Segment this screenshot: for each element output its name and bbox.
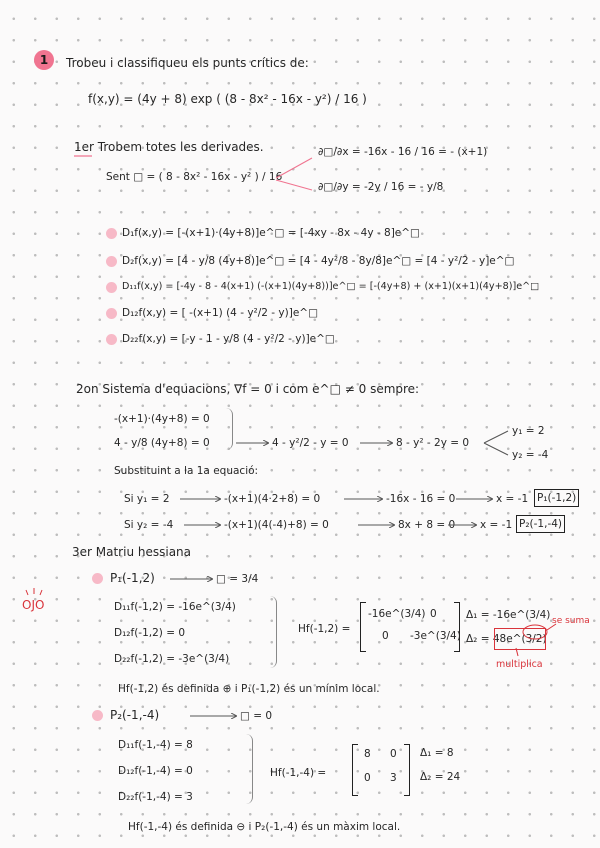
subst-row-2-mid: -(x+1)(4(-4)+8) = 0 [224,519,329,531]
ojo-note: OJO [22,598,45,612]
derivative-d22: D₂₂f(x,y) = [-y - 1 - y/8 (4 - y²/2 - y)]e^□ [122,333,335,345]
note-mult-pointer [516,648,518,656]
p2-d22: D₂₂f(-1,-4) = 3 [118,791,193,803]
roots-fork-lines [484,431,508,455]
problem-statement: Trobeu i classifiqueu els punts crítics de: [66,56,309,70]
critical-point-p2: P₂(-1,-4) [516,515,565,533]
sigma-fork-lines [276,158,312,190]
derivative-d12: D₁₂f(x,y) = [ -(x+1) (4 - y²/2 - y)]e^□ [122,307,319,319]
subst-row-1-result: x = -1 [496,493,529,505]
note-se-suma: se suma [552,616,590,626]
partial-y: ∂□/∂y = -2y / 16 = - y/8 [318,181,444,193]
p1-matrix-a12: 0 [430,608,437,620]
chain-step-1: 4 - y²/2 - y = 0 [272,437,349,449]
note-multiplica: multiplica [496,659,543,670]
subst-row-1-label: Si y₁ = 2 [124,493,170,505]
p2-matrix-a21: 0 [364,772,371,784]
step2-heading: 2on Sistema d'equacions, ∇f = 0 i com e^□ ≠ 0 sempre: [76,382,420,396]
subst-row-2-eq: 8x + 8 = 0 [398,519,456,531]
p2-matrix-a22: 3 [390,772,397,784]
p2-delta2: Δ₂ = 24 [420,771,461,783]
sigma-definition: Sent □ = ( 8 - 8x² - 16x - y² ) / 16 [106,171,283,183]
equation-1: -(x+1)·(4y+8) = 0 [114,413,210,425]
step1-heading: 1er Trobem totes les derivades. [74,140,264,154]
p1-matrix-a11: -16e^(3/4) [368,608,426,620]
p2-d12: D₁₂f(-1,-4) = 0 [118,765,193,777]
subst-row-1-mid: -(x+1)(4·2+8) = 0 [224,493,321,505]
step3-heading: 3er Matriu hessiana [72,545,192,559]
p2-hessian-label: Hf(-1,-4) = [270,767,327,779]
root-y1: y₁ = 2 [512,425,545,437]
subst-row-1-eq: -16x - 16 = 0 [386,493,456,505]
note-sum-pointer [547,624,556,630]
derivative-d2: D₂f(x,y) = [4 - y/8 (4y+8)]e^□ = [4 - 4y²/8 - 8y/8]e^□ = [4 - y²/2 - y]e^□ [122,255,515,267]
equation-2: 4 - y/8 (4y+8) = 0 [114,437,210,449]
chain-step-2: 8 - y² - 2y = 0 [396,437,470,449]
p1-delta2: Δ₂ = 48e^(3/2) [466,633,547,645]
function-definition: f(x,y) = (4y + 8) exp ( (8 - 8x² - 16x - y²) / 16 ) [88,92,367,106]
p1-matrix-a21: 0 [382,630,389,642]
subst-row-2-label: Si y₂ = -4 [124,519,174,531]
p1-delta1: Δ₁ = -16e^(3/4) [466,609,551,621]
p1-hessian-label: Hf(-1,2) = [298,623,351,635]
p2-matrix-a11: 8 [364,748,371,760]
critical-point-p1: P₁(-1,2) [534,489,579,507]
p1-d11: D₁₁f(-1,2) = -16e^(3/4) [114,601,236,613]
p1-d22: D₂₂f(-1,2) = -3e^(3/4) [114,653,230,665]
p2-label: P₂(-1,-4) [110,708,160,722]
p1-matrix-a22: -3e^(3/4) [410,630,461,642]
p2-d11: D₁₁f(-1,-4) = 8 [118,739,193,751]
problem-number-badge: 1 [34,50,54,70]
p2-delta1: Δ₁ = 8 [420,747,454,759]
p1-sigma: □ = 3/4 [216,573,259,585]
p2-sigma: □ = 0 [240,710,273,722]
substitution-label: Substituint a la 1a equació: [114,465,259,477]
exponent-circle [523,625,547,639]
p1-d12: D₁₂f(-1,2) = 0 [114,627,186,639]
partial-x: ∂□/∂x = -16x - 16 / 16 = - (x+1) [318,146,488,158]
subst-row-2-result: x = -1 [480,519,513,531]
ojo-marks [26,588,42,595]
p2-conclusion: Hf(-1,-4) és definida ⊖ i P₂(-1,-4) és un màxim local. [128,821,401,833]
p1-conclusion: Hf(-1,2) és definida ⊕ i P₁(-1,2) és un mínim local. [118,683,380,695]
derivative-d11: D₁₁f(x,y) = [-4y - 8 - 4(x+1) (-(x+1)(4y+8))]e^□ = [-(4y+8) + (x+1)(x+1)(4y+8)]e^□ [122,281,540,292]
root-y2: y₂ = -4 [512,449,549,461]
p1-label: P₁(-1,2) [110,571,155,585]
p2-matrix-a12: 0 [390,748,397,760]
derivative-d1: D₁f(x,y) = [-(x+1)·(4y+8)]e^□ = [-4xy - 8x - 4y - 8]e^□ [122,227,420,239]
